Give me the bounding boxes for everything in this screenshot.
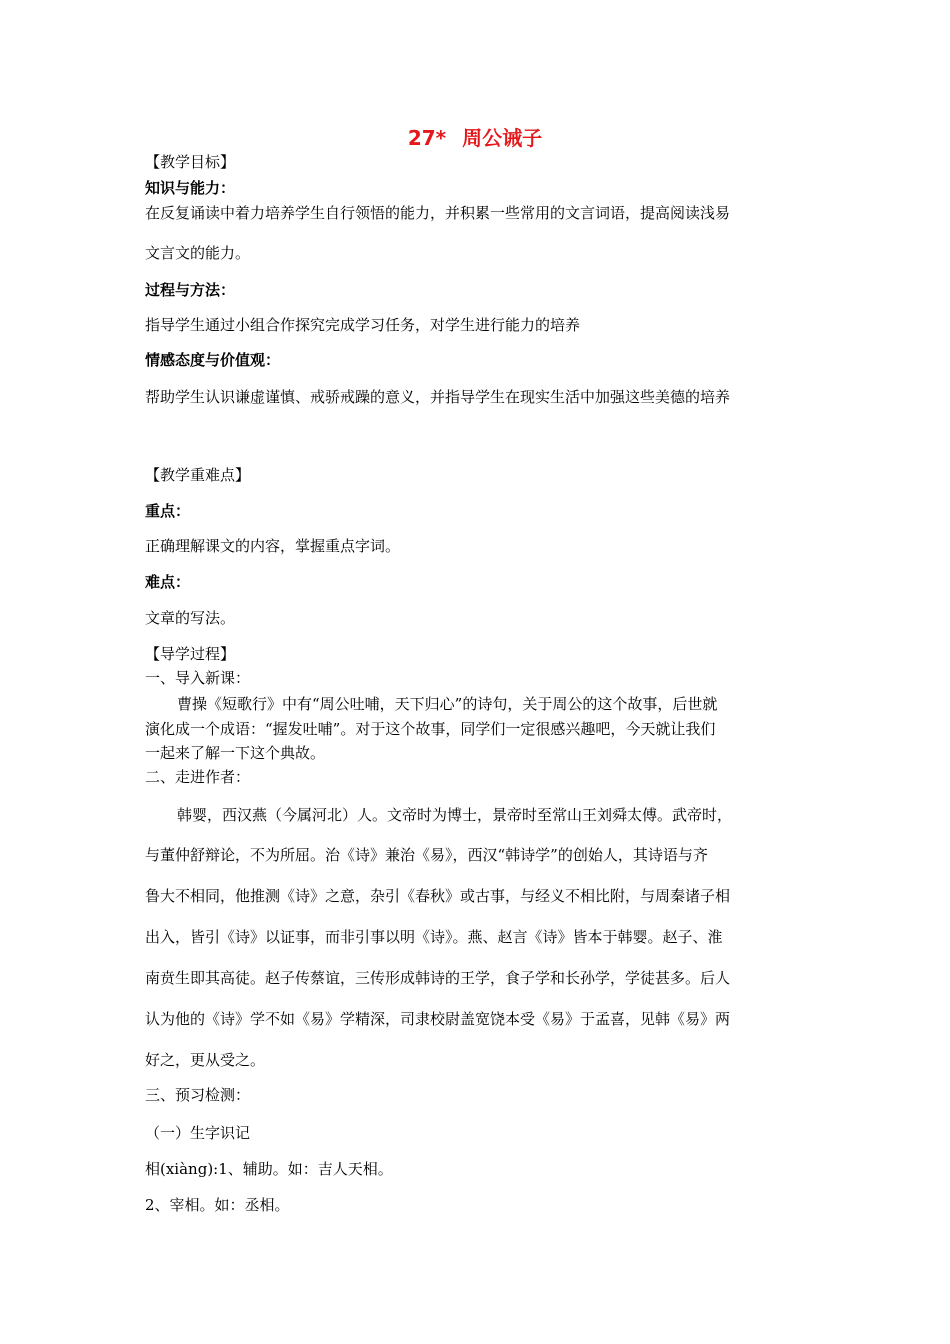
process-method-text: 指导学生通过小组合作探究完成学习任务，对学生进行能力的培养	[145, 316, 581, 334]
knowledge-heading: 知识与能力：	[145, 179, 236, 197]
author-text-line5: 南贲生即其高徒。赵子传蔡谊，三传形成韩诗的王学，食子学和长孙学，学徒甚多。后人	[145, 969, 731, 987]
lesson-name: 周公诫子	[462, 126, 543, 150]
key-points-heading: 【教学重难点】	[145, 466, 251, 484]
lesson-number: 27*	[407, 126, 447, 150]
author-text-line3: 鲁大不相同，他推测《诗》之意，杂引《春秋》或古事，与经义不相比附，与周秦诸子相	[145, 887, 731, 905]
lesson-title	[0, 125, 950, 151]
preview-heading: 三、预习检测：	[145, 1086, 251, 1104]
author-heading: 二、走进作者：	[145, 768, 251, 786]
emotion-heading: 情感态度与价值观：	[145, 351, 281, 369]
intro-text-line1: 曹操《短歌行》中有“周公吐哺，天下归心”的诗句，关于周公的这个故事，后世就	[177, 695, 718, 713]
key-heading: 重点：	[145, 502, 191, 520]
xiang-definition-line1: 相(xiàng):1、辅助。如：吉人天相。	[145, 1160, 393, 1178]
intro-text-line3: 一起来了解一下这个典故。	[145, 744, 326, 762]
knowledge-text-line1: 在反复诵读中着力培养学生自行领悟的能力，并积累一些常用的文言词语，提高阅读浅易	[145, 204, 731, 222]
emotion-text: 帮助学生认识谦虚谨慎、戒骄戒躁的意义，并指导学生在现实生活中加强这些美德的培养	[145, 388, 731, 406]
author-text-line2: 与董仲舒辩论，不为所屈。治《诗》兼治《易》，西汉“韩诗学”的创始人，其诗语与齐	[145, 846, 708, 864]
chars-heading: （一）生字识记	[145, 1124, 251, 1142]
author-text-line6: 认为他的《诗》学不如《易》学精深，司隶校尉盖宽饶本受《易》于孟喜，见韩《易》两	[145, 1010, 731, 1028]
process-heading: 【导学过程】	[145, 645, 236, 663]
xiang-definition-line2: 2、宰相。如：丞相。	[145, 1196, 290, 1214]
author-text-line1: 韩婴，西汉燕（今属河北）人。文帝时为博士，景帝时至常山王刘舜太傅。武帝时，	[177, 806, 733, 824]
intro-heading: 一、导入新课：	[145, 669, 251, 687]
author-text-line7: 好之，更从受之。	[145, 1051, 266, 1069]
intro-text-line2: 演化成一个成语：“握发吐哺”。对于这个故事，同学们一定很感兴趣吧，今天就让我们	[145, 720, 716, 738]
author-text-line4: 出入，皆引《诗》以证事，而非引事以明《诗》。燕、赵言《诗》皆本于韩婴。赵子、淮	[145, 928, 723, 946]
knowledge-text-line2: 文言文的能力。	[145, 244, 251, 262]
key-text: 正确理解课文的内容，掌握重点字词。	[145, 537, 401, 555]
objectives-heading: 【教学目标】	[145, 153, 236, 171]
difficult-text: 文章的写法。	[145, 609, 236, 627]
difficult-heading: 难点：	[145, 573, 191, 591]
process-method-heading: 过程与方法：	[145, 281, 236, 299]
